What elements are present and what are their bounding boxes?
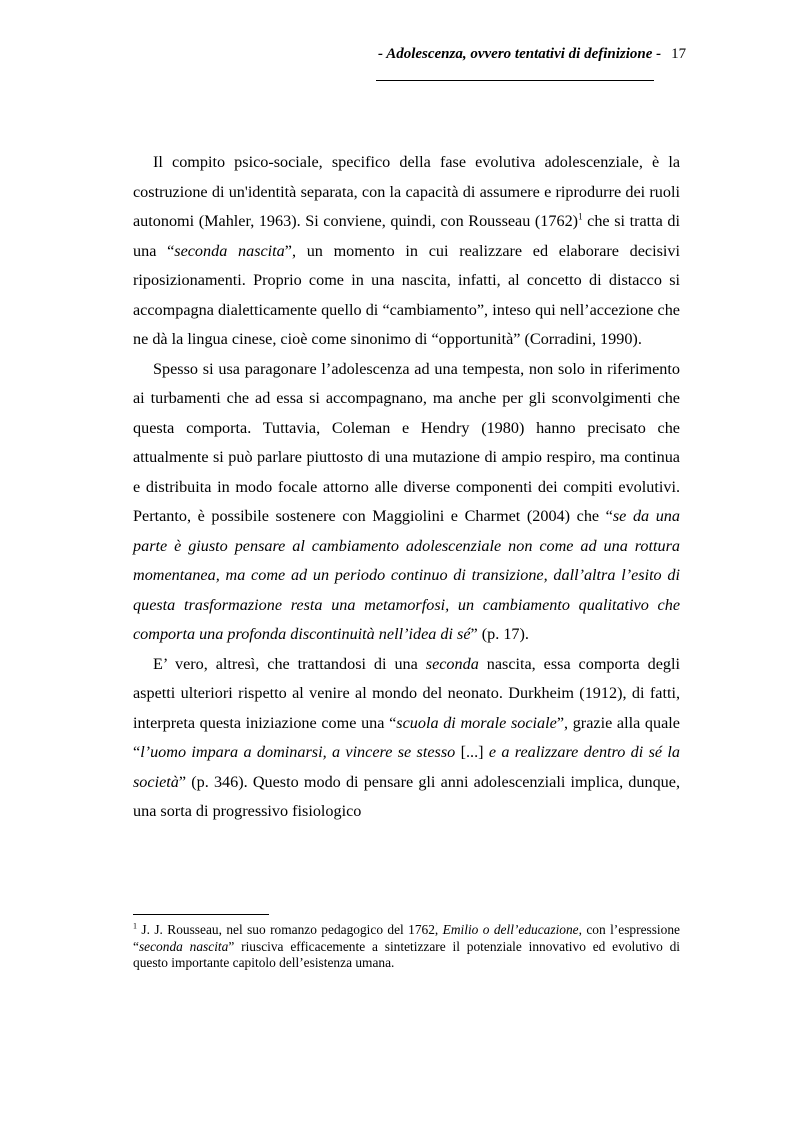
italic-span: scuola di morale sociale: [396, 713, 557, 732]
text-span: J. J. Rousseau, nel suo romanzo pedagogico del 1762,: [137, 922, 443, 937]
body-text: [133, 148, 680, 827]
paragraph-3: [133, 650, 680, 827]
paragraph-2: [133, 355, 680, 650]
italic-span: l’uomo impara a dominarsi, a vincere se stesso: [140, 743, 456, 761]
text-span: nascita, essa comporta degli aspetti ulteriori rispetto al venire al mondo del neonato. Durkheim (1912), di fatti, interpreta questa iniziazione come una “: [133, 654, 680, 732]
text-span: ”, grazie alla quale “: [133, 713, 680, 761]
footnote-reference[interactable]: 1: [578, 211, 583, 222]
italic-span: seconda nascita: [138, 938, 229, 954]
italic-span: seconda: [425, 654, 479, 673]
text-span: [...]: [455, 743, 489, 761]
text-span: , con l’espressione “: [133, 922, 680, 954]
running-header-title: - Adolescenza, ovvero tentativi di definizione -: [378, 46, 662, 62]
italic-title: Emilio o dell’educazione: [442, 922, 579, 937]
footnote-1: [133, 922, 680, 972]
page-number: 17: [671, 46, 687, 62]
text-span: Il compito psico-sociale, specifico della fase evolutiva adolescenziale, è la costruzione di un'identità separata, con la capacità di assumere e riprodurre dei ruoli autonomi (Mahler, 1963). Si conviene, quindi, con Rousseau (1762): [133, 153, 680, 230]
italic-span: e a realizzare dentro di sé la società: [133, 743, 681, 791]
footnote-number: 1: [133, 921, 137, 931]
text-span: ” (p. 346). Questo modo di pensare gli anni adolescenziali implica, dunque, una sorta di progressivo fisiologico: [133, 772, 680, 820]
header-rule: [376, 80, 654, 81]
paragraph-1: [133, 148, 680, 355]
text-span: Spesso si usa paragonare l’adolescenza ad una tempesta, non solo in riferimento ai turbamenti che ad essa si accompagnano, ma anche per gli sconvolgimenti che questa comporta. Tuttavia, Coleman e Hendry (1980) hanno precisato che attualmente si può parlare piuttosto di una mutazione di ampio respiro, ma continua e distribuita in modo focale attorno alle diverse componenti dei compiti evolutivi. Pertanto, è possibile sostenere con Maggiolini e Charmet (2004) che “: [133, 359, 680, 525]
running-header: [378, 46, 687, 63]
italic-quote: se da una parte è giusto pensare al cambiamento adolescenziale non come ad una rottura momentanea, ma come ad un periodo continuo di transizione, dall’altra l’esito di questa trasformazione resta una metamorfosi, un cambiamento qualitativo che comporta una profonda discontinuità nell’idea di sé: [133, 507, 680, 643]
italic-span: seconda nascita: [174, 241, 285, 260]
text-span: E’ vero, altresì, che trattandosi di una: [153, 654, 426, 673]
text-span: ” riusciva efficacemente a sintetizzare il potenziale innovativo ed evolutivo di questo importante capitolo dell’esistenza umana.: [133, 938, 680, 970]
text-span: ” (p. 17).: [470, 625, 529, 643]
text-span: che si tratta di una “: [133, 212, 680, 260]
footnote-separator: [133, 914, 269, 915]
text-span: ”, un momento in cui realizzare ed elaborare decisivi riposizionamenti. Proprio come in una nascita, infatti, al concetto di distacco si accompagna dialetticamente quello di “cambiamento”, inteso qui nell’accezione che ne dà la lingua cinese, cioè come sinonimo di “opportunità” (Corradini, 1990).: [133, 241, 681, 348]
